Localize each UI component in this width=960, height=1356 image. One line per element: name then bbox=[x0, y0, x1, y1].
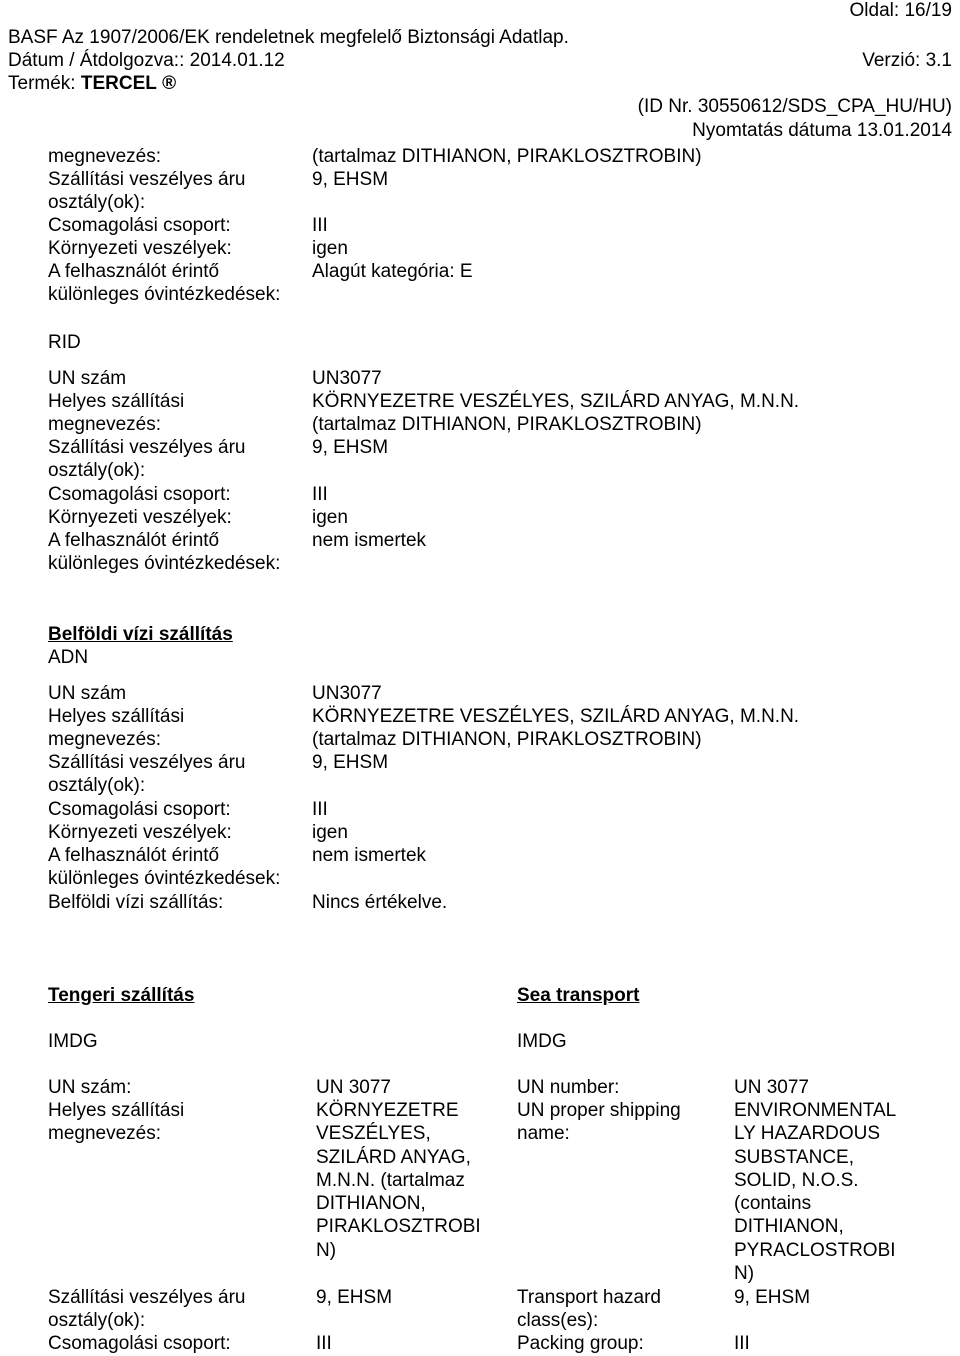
row-value: UN3077 bbox=[312, 683, 382, 704]
page-number: Oldal: 16/19 bbox=[849, 0, 952, 21]
product-label: Termék: bbox=[8, 73, 76, 94]
row-value: UN3077 bbox=[312, 368, 382, 389]
row-value: igen bbox=[312, 822, 348, 843]
value-line: PIRAKLOSZTROBI bbox=[316, 1216, 481, 1238]
row-value: (tartalmaz DITHIANON, PIRAKLOSZTROBIN) bbox=[312, 729, 702, 750]
product-line bbox=[8, 73, 176, 95]
row-label: Környezeti veszélyek: bbox=[48, 238, 232, 259]
hazard-class-label bbox=[517, 1286, 661, 1333]
row-label: különleges óvintézkedések: bbox=[48, 553, 281, 574]
value-line: DITHIANON, bbox=[734, 1216, 844, 1238]
row-label: Szállítási veszélyes áru bbox=[48, 169, 246, 190]
row-value: 9, EHSM bbox=[312, 169, 389, 190]
print-date: Nyomtatás dátuma 13.01.2014 bbox=[692, 120, 952, 141]
row-label: Helyes szállítási bbox=[48, 391, 185, 412]
row-value: (tartalmaz DITHIANON, PIRAKLOSZTROBIN) bbox=[312, 146, 702, 167]
row-value: 9, EHSM bbox=[312, 437, 389, 458]
row-label: A felhasználót érintő bbox=[48, 845, 220, 866]
section-subheading: IMDG bbox=[48, 1031, 98, 1052]
shipping-name-value bbox=[734, 1099, 896, 1285]
label-line: Transport hazard bbox=[517, 1287, 661, 1308]
shipping-name-label bbox=[517, 1099, 681, 1146]
row-value: Nincs értékelve. bbox=[312, 892, 448, 913]
label-line: osztály(ok): bbox=[48, 1310, 146, 1332]
row-label: Helyes szállítási bbox=[48, 706, 185, 727]
row-label: A felhasználót érintő bbox=[48, 530, 220, 551]
un-number-label: UN szám: bbox=[48, 1077, 132, 1098]
label-line: Helyes szállítási bbox=[48, 1100, 185, 1121]
row-value: III bbox=[312, 215, 328, 236]
section-subheading: IMDG bbox=[517, 1031, 567, 1052]
packing-group-value: III bbox=[734, 1333, 750, 1354]
value-line: PYRACLOSTROBI bbox=[734, 1239, 896, 1261]
row-value: (tartalmaz DITHIANON, PIRAKLOSZTROBIN) bbox=[312, 414, 702, 435]
row-label: Szállítási veszélyes áru bbox=[48, 752, 246, 773]
value-line: N) bbox=[316, 1239, 337, 1261]
value-line: N) bbox=[734, 1263, 755, 1285]
shipping-name-label bbox=[48, 1099, 184, 1146]
row-label: Környezeti veszélyek: bbox=[48, 507, 232, 528]
row-label: Csomagolási csoport: bbox=[48, 799, 231, 820]
row-label: megnevezés: bbox=[48, 729, 162, 750]
value-line: M.N.N. (tartalmaz bbox=[316, 1169, 465, 1191]
label-line: megnevezés: bbox=[48, 1123, 162, 1145]
row-label: osztály(ok): bbox=[48, 460, 146, 481]
row-label: Szállítási veszélyes áru bbox=[48, 437, 246, 458]
row-value: KÖRNYEZETRE VESZÉLYES, SZILÁRD ANYAG, M.N.N. bbox=[312, 706, 800, 727]
value-line: SUBSTANCE, bbox=[734, 1146, 855, 1168]
value-line: DITHIANON, bbox=[316, 1193, 426, 1215]
packing-group-label: Csomagolási csoport: bbox=[48, 1333, 231, 1354]
row-label: megnevezés: bbox=[48, 414, 162, 435]
row-value: 9, EHSM bbox=[312, 752, 389, 773]
document-title: BASF Az 1907/2006/EK rendeletnek megfelelő Biztonsági Adatlap. bbox=[8, 27, 569, 48]
row-label: A felhasználót érintő bbox=[48, 261, 220, 282]
un-number-value: UN 3077 bbox=[316, 1077, 391, 1098]
label-line: UN proper shipping bbox=[517, 1100, 681, 1121]
row-value: III bbox=[312, 799, 328, 820]
product-name: TERCEL bbox=[80, 73, 157, 94]
version: Verzió: 3.1 bbox=[862, 50, 952, 71]
label-line: Szállítási veszélyes áru bbox=[48, 1287, 246, 1308]
row-label: osztály(ok): bbox=[48, 775, 146, 796]
row-label: különleges óvintézkedések: bbox=[48, 868, 281, 889]
section-heading: Belföldi vízi szállítás bbox=[48, 624, 233, 645]
label-line: class(es): bbox=[517, 1310, 599, 1332]
un-number-label: UN number: bbox=[517, 1077, 620, 1098]
packing-group-value: III bbox=[316, 1333, 332, 1354]
row-value: nem ismertek bbox=[312, 530, 427, 551]
value-line: (contains bbox=[734, 1193, 812, 1215]
label-line: name: bbox=[517, 1123, 570, 1145]
value-line: LY HAZARDOUS bbox=[734, 1123, 881, 1145]
row-value: nem ismertek bbox=[312, 845, 427, 866]
row-label: megnevezés: bbox=[48, 146, 162, 167]
hazard-class-value: 9, EHSM bbox=[734, 1287, 811, 1308]
row-label: Csomagolási csoport: bbox=[48, 215, 231, 236]
row-label: Csomagolási csoport: bbox=[48, 484, 231, 505]
document-id: (ID Nr. 30550612/SDS_CPA_HU/HU) bbox=[637, 96, 952, 117]
section-heading: Tengeri szállítás bbox=[48, 985, 195, 1006]
un-number-value: UN 3077 bbox=[734, 1077, 809, 1098]
packing-group-label: Packing group: bbox=[517, 1333, 644, 1354]
value-line: KÖRNYEZETRE bbox=[316, 1100, 459, 1121]
value-line: SOLID, N.O.S. bbox=[734, 1169, 859, 1191]
revision-date: Dátum / Átdolgozva:: 2014.01.12 bbox=[8, 50, 285, 71]
section-subheading: ADN bbox=[48, 647, 89, 668]
value-line: SZILÁRD ANYAG, bbox=[316, 1146, 471, 1168]
row-label: UN szám bbox=[48, 683, 127, 704]
row-label: Környezeti veszélyek: bbox=[48, 822, 232, 843]
row-label: osztály(ok): bbox=[48, 192, 146, 213]
section-title: RID bbox=[48, 332, 81, 353]
value-line: ENVIRONMENTAL bbox=[734, 1100, 897, 1121]
row-label: UN szám bbox=[48, 368, 127, 389]
row-label: Belföldi vízi szállítás: bbox=[48, 892, 224, 913]
hazard-class-label bbox=[48, 1286, 245, 1333]
registered-mark: ® bbox=[162, 73, 177, 94]
row-value: igen bbox=[312, 238, 348, 259]
row-value: igen bbox=[312, 507, 348, 528]
row-value: III bbox=[312, 484, 328, 505]
value-line: VESZÉLYES, bbox=[316, 1123, 431, 1145]
row-label: különleges óvintézkedések: bbox=[48, 284, 281, 305]
hazard-class-value: 9, EHSM bbox=[316, 1287, 393, 1308]
section-heading: Sea transport bbox=[517, 985, 640, 1006]
row-value: Alagút kategória: E bbox=[312, 261, 473, 282]
shipping-name-value bbox=[316, 1099, 481, 1262]
row-value: KÖRNYEZETRE VESZÉLYES, SZILÁRD ANYAG, M.N.N. bbox=[312, 391, 800, 412]
